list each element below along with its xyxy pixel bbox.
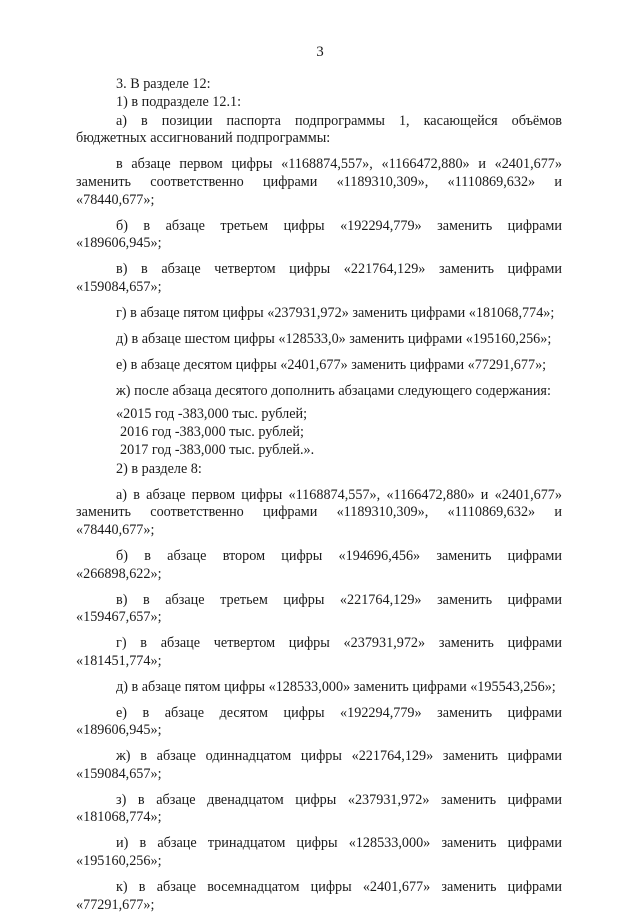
amendment-paragraph: д) в абзаце шестом цифры «128533,0» заменить цифрами «195160,256»; (116, 330, 552, 347)
document-body (76, 76, 562, 914)
subsection-1-title: 1) в подразделе 12.1: (116, 94, 242, 111)
amendment-paragraph: е) в абзаце десятом цифры «192294,779» заменить цифрами «189606,945»; (76, 704, 562, 739)
amendment-paragraph: ж) в абзаце одиннадцатом цифры «221764,129» заменить цифрами «159084,657»; (76, 748, 562, 782)
amendment-paragraph: в) в абзаце третьем цифры «221764,129» заменить цифрами «159467,657»; (76, 591, 562, 626)
subsection-1-intro: а) в позиции паспорта подпрограммы 1, касающейся объёмов бюджетных ассигнований подпрограммы: (76, 112, 562, 147)
amendment-paragraph: к) в абзаце восемнадцатом цифры «2401,677» заменить цифрами «77291,677»; (76, 878, 562, 913)
quote-line: 2017 год -383,000 тыс. рублей.». (120, 442, 315, 459)
quoted-addition (76, 406, 562, 460)
amendment-paragraph: г) в абзаце четвертом цифры «237931,972» заменить цифрами «181451,774»; (76, 635, 562, 669)
amendment-paragraph: б) в абзаце третьем цифры «192294,779» заменить цифрами «189606,945»; (76, 217, 562, 252)
amendment-paragraph: г) в абзаце пятом цифры «237931,972» заменить цифрами «181068,774»; (116, 304, 555, 321)
amendment-paragraph: в) в абзаце четвертом цифры «221764,129» заменить цифрами «159084,657»; (76, 261, 562, 295)
amendment-paragraph: и) в абзаце тринадцатом цифры «128533,000» заменить цифрами «195160,256»; (76, 835, 562, 869)
amendment-paragraph: д) в абзаце пятом цифры «128533,000» заменить цифрами «195543,256»; (116, 678, 556, 695)
amendment-paragraph: б) в абзаце втором цифры «194696,456» заменить цифрами «266898,622»; (76, 547, 562, 582)
amendment-paragraph: з) в абзаце двенадцатом цифры «237931,972» заменить цифрами «181068,774»; (76, 791, 562, 826)
subsection-2-title: 2) в разделе 8: (116, 460, 202, 477)
quote-line: «2015 год -383,000 тыс. рублей; (116, 405, 308, 422)
amendment-paragraph: в абзаце первом цифры «1168874,557», «1166472,880» и «2401,677» заменить соответственно цифрами «1189310,309», «1110869,632» и «78440,677»; (76, 156, 562, 208)
quote-line: 2016 год -383,000 тыс. рублей; (120, 424, 304, 441)
amendment-paragraph: е) в абзаце десятом цифры «2401,677» заменить цифрами «77291,677»; (116, 356, 547, 373)
amendment-paragraph: ж) после абзаца десятого дополнить абзацами следующего содержания: (116, 382, 551, 399)
section-title: 3. В разделе 12: (116, 76, 211, 92)
page-number: 3 (316, 44, 324, 60)
amendment-paragraph: а) в абзаце первом цифры «1168874,557», «1166472,880» и «2401,677» заменить соответственно цифрами «1189310,309», «1110869,632» и «78440,677»; (76, 486, 562, 538)
